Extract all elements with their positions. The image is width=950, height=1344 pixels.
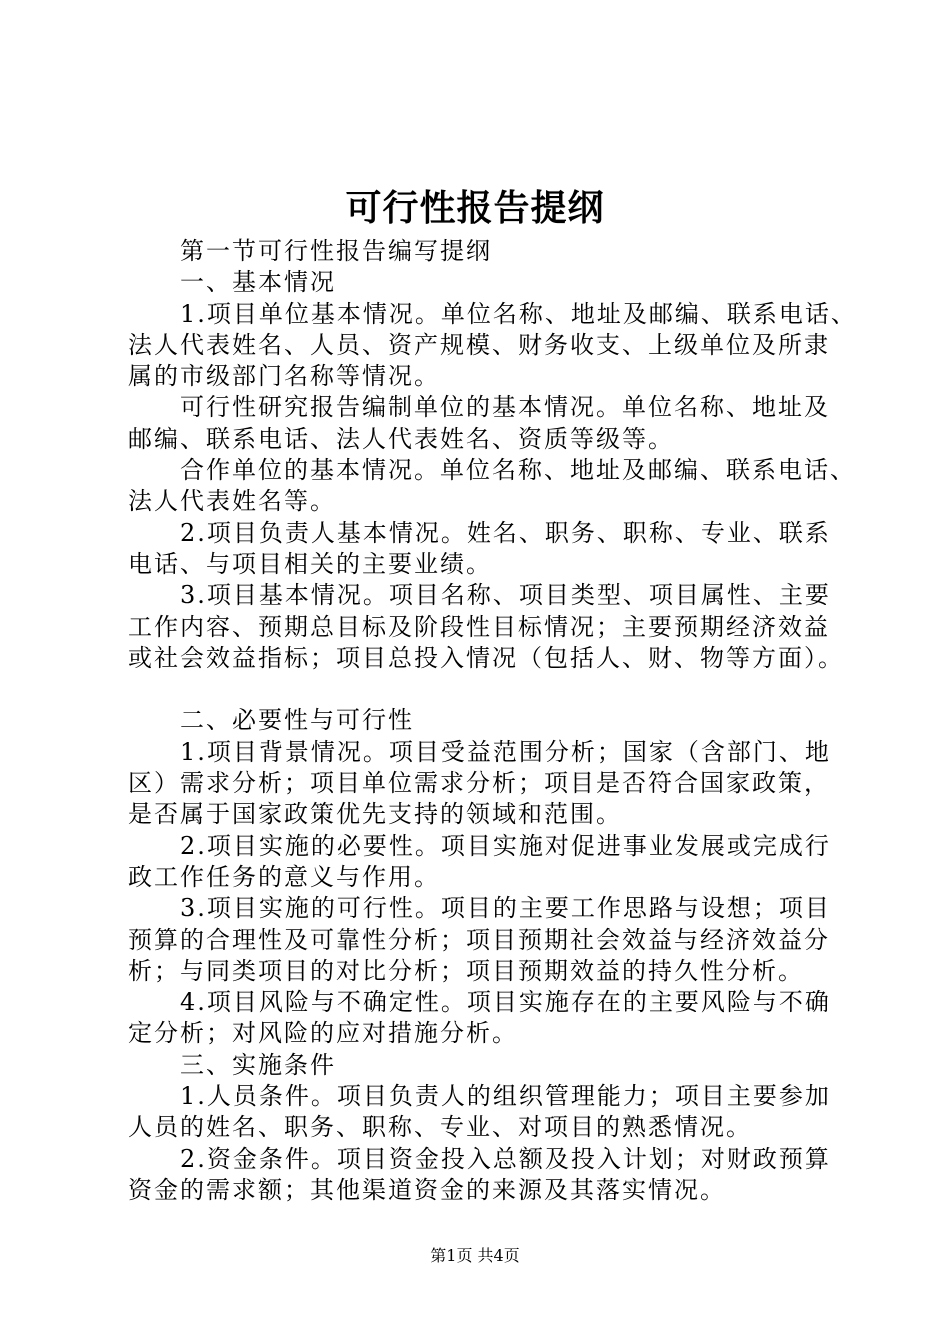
paragraph-line: 资金的需求额；其他渠道资金的来源及其落实情况。: [128, 1175, 726, 1204]
document-body: [128, 236, 857, 1206]
paragraph-first-line: 第一节可行性报告编写提纲: [180, 237, 492, 265]
paragraph-line: 邮编、联系电话、法人代表姓名、资质等级等。: [128, 424, 674, 453]
blank-line: [128, 674, 852, 705]
paragraph-first-line: 2.项目实施的必要性。项目实施对促进事业发展或完成行: [180, 831, 831, 860]
paragraph-first-line: 1.项目背景情况。项目受益范围分析；国家（含部门、地: [180, 737, 831, 766]
paragraph-line: 区）需求分析；项目单位需求分析；项目是否符合国家政策，: [128, 769, 830, 798]
paragraph-line: 电话、与项目相关的主要业绩。: [128, 549, 492, 578]
paragraph-first-line: 2.资金条件。项目资金投入总额及投入计划；对财政预算: [180, 1144, 831, 1173]
paragraph-first-line: 2.项目负责人基本情况。姓名、职务、职称、专业、联系: [180, 518, 831, 547]
paragraph-line: 法人代表姓名等。: [128, 487, 336, 516]
paragraph-first-line: 1.项目单位基本情况。单位名称、地址及邮编、联系电话、: [180, 299, 857, 328]
paragraph-first-line: 可行性研究报告编制单位的基本情况。单位名称、地址及: [180, 393, 830, 422]
paragraph-line: 政工作任务的意义与作用。: [128, 862, 440, 891]
paragraph-first-line: 二、必要性与可行性: [180, 706, 414, 735]
paragraph-first-line: 1.人员条件。项目负责人的组织管理能力；项目主要参加: [180, 1082, 831, 1111]
paragraph-first-line: 4.项目风险与不确定性。项目实施存在的主要风险与不确: [180, 988, 831, 1017]
paragraph-line: 属的市级部门名称等情况。: [128, 362, 440, 391]
paragraph-line: 人员的姓名、职务、职称、专业、对项目的熟悉情况。: [128, 1113, 752, 1142]
page-footer: 第1页 共4页: [430, 1246, 520, 1265]
paragraph-line: 工作内容、预期总目标及阶段性目标情况；主要预期经济效益: [128, 612, 830, 641]
paragraph-first-line: 合作单位的基本情况。单位名称、地址及邮编、联系电话、: [180, 456, 856, 485]
paragraph-line: 或社会效益指标；项目总投入情况（包括人、财、物等方面）。: [128, 643, 844, 672]
document-title: 可行性报告提纲: [345, 187, 605, 229]
paragraph-first-line: 一、基本情况: [180, 268, 336, 297]
paragraph-line: 预算的合理性及可靠性分析；项目预期社会效益与经济效益分: [128, 925, 830, 954]
paragraph-first-line: 三、实施条件: [180, 1050, 336, 1079]
paragraph-line: 是否属于国家政策优先支持的领域和范围。: [128, 800, 622, 829]
paragraph-line: 定分析；对风险的应对措施分析。: [128, 1019, 518, 1048]
paragraph-first-line: 3.项目基本情况。项目名称、项目类型、项目属性、主要: [180, 581, 831, 610]
paragraph-first-line: 3.项目实施的可行性。项目的主要工作思路与设想；项目: [180, 894, 831, 923]
paragraph-line: 析；与同类项目的对比分析；项目预期效益的持久性分析。: [128, 956, 804, 985]
paragraph-line: 法人代表姓名、人员、资产规模、财务收支、上级单位及所隶: [128, 330, 830, 359]
